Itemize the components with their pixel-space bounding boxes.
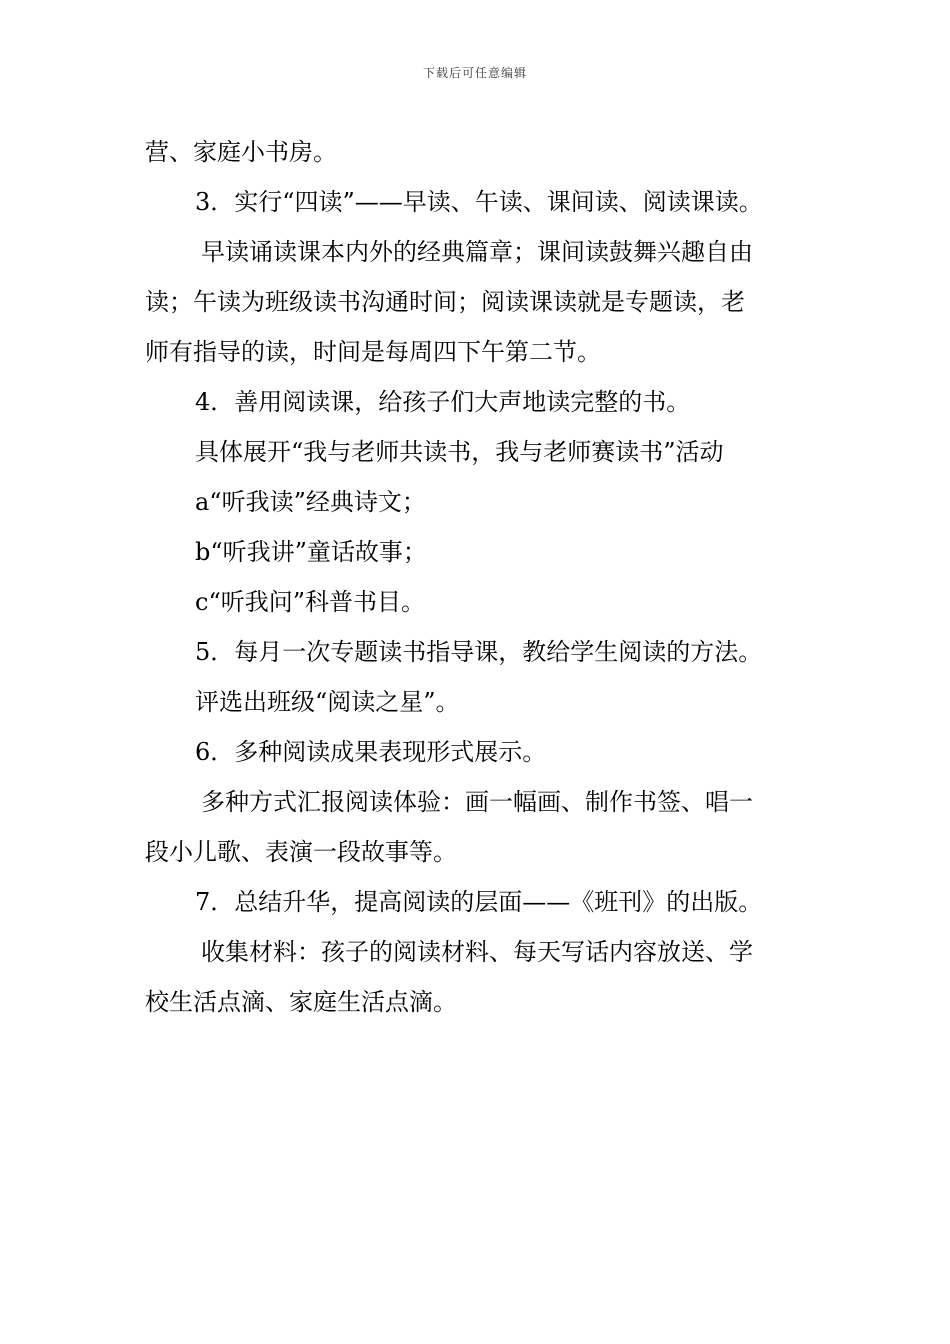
list-item: c“听我问”科普书目。	[195, 588, 425, 616]
document-body	[145, 127, 815, 1027]
paragraph-line: 读；午读为班级读书沟通时间；阅读课读就是专题读，老	[145, 288, 745, 316]
page-header: 下载后可任意编辑	[422, 66, 527, 80]
paragraph-line: 5．每月一次专题读书指导课，教给学生阅读的方法。	[195, 638, 763, 666]
paragraph-line: 7．总结升华，提高阅读的层面——《班刊》的出版。	[195, 888, 763, 916]
paragraph-line: 6．多种阅读成果表现形式展示。	[195, 738, 547, 766]
paragraph-line: 校生活点滴、家庭生活点滴。	[145, 988, 457, 1016]
paragraph-line: 师有指导的读，时间是每周四下午第二节。	[145, 338, 601, 366]
paragraph-line: 4．善用阅读课，给孩子们大声地读完整的书。	[195, 388, 691, 416]
list-item: b“听我讲”童话故事；	[195, 538, 427, 566]
paragraph-line: 3．实行“四读”——早读、午读、课间读、阅读课读。	[195, 188, 763, 216]
paragraph-line: 段小儿歌、表演一段故事等。	[145, 838, 457, 866]
paragraph-line: 评选出班级“阅读之星”。	[195, 688, 460, 716]
paragraph-line: 营、家庭小书房。	[145, 138, 337, 166]
paragraph-line: 具体展开“我与老师共读书，我与老师赛读书”活动	[195, 438, 724, 466]
paragraph-line: 多种方式汇报阅读体验：画一幅画、制作书签、唱一	[201, 788, 753, 816]
paragraph-line: 收集材料：孩子的阅读材料、每天写话内容放送、学	[201, 938, 753, 966]
paragraph-line: 早读诵读课本内外的经典篇章；课间读鼓舞兴趣自由	[201, 238, 753, 266]
list-item: a“听我读”经典诗文；	[195, 488, 426, 516]
